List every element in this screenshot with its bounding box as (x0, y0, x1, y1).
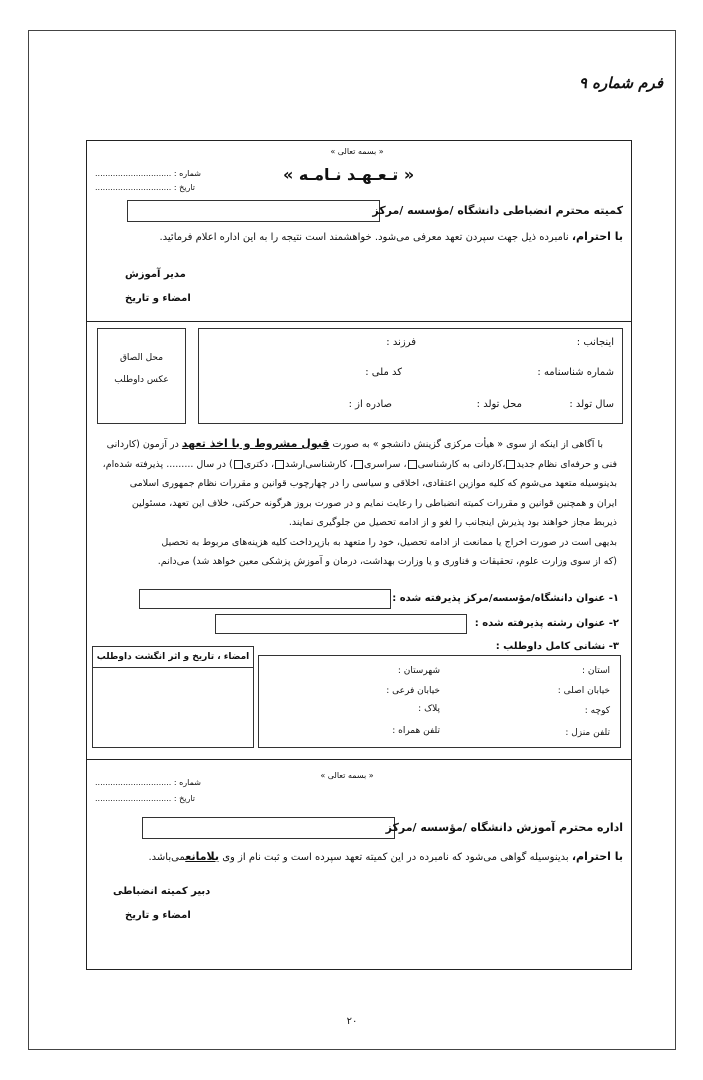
para-line-5: ذیربط مجاز خواهند بود پذیرش اینجانب را لغو و از ادامه تحصیل من جلوگیری نمایند. (288, 517, 617, 528)
para-text: ، دکتری (243, 458, 275, 470)
signer-sign: امضاء و تاریخ (125, 293, 191, 304)
signer-title: مدیر آموزش (125, 269, 186, 280)
accepted-major-field[interactable] (215, 614, 467, 634)
birth-place-label: محل تولد : (476, 399, 522, 410)
checkbox-national[interactable] (354, 460, 363, 469)
birth-year-label: سال تولد : (569, 399, 614, 410)
document-title: « تـعـهـد نـامـه » (283, 165, 415, 184)
checkbox-associate-to-bachelor[interactable] (408, 460, 417, 469)
checkbox-phd[interactable] (234, 460, 243, 469)
applicant-label: اینجانب : (576, 337, 614, 348)
applicant-info-box (198, 328, 623, 424)
university-name-field[interactable] (127, 200, 380, 222)
main-street-label: خیابان اصلی : (557, 686, 610, 696)
para-text: ، کارشناسی‌ارشد (285, 458, 353, 470)
mobile-label: تلفن همراه : (392, 726, 440, 736)
commitment-paragraph (101, 434, 617, 572)
para-text: در آزمون (کاردانی (106, 439, 179, 450)
sub-street-label: خیابان فرعی : (386, 686, 440, 696)
photo-label-1: محل الصاق (119, 353, 164, 363)
divider-2 (87, 759, 631, 760)
para-text: ، سراسری (364, 458, 407, 470)
para-line-7: (که از سوی وزارت علوم، تحقیقات و فناوری و یا وزارت بهداشت، درمان و آموزش پزشکی معین خواهد شد) می‌دانم. (157, 556, 617, 567)
para-line-3: بدینوسیله متعهد می‌شوم که کلیه موازین اعتقادی، اخلاقی و سیاسی را در چهارچوب قوانین و مقررات نظام جمهوری اسلامی (129, 478, 617, 489)
id-number-label: شماره شناسنامه : (537, 367, 614, 378)
addressee-line: کمیته محترم انضباطی دانشگاه /مؤسسه /مرکز (372, 204, 623, 217)
plaque-label: پلاک : (418, 704, 440, 714)
para-line-2 (101, 455, 617, 475)
conditional-acceptance-text: قبول مشروط و با اخذ تعهد (181, 437, 330, 450)
alley-label: کوچه : (584, 706, 610, 716)
checkbox-new-system[interactable] (506, 460, 515, 469)
para-line-4: ایران و همچنین قوانین و مقررات کمیته انضباطی را رعایت نمایم و در صورت بروز هرگونه حرکتی، خلاف این تعهد، مسئولین (131, 497, 617, 509)
page-number: ۲۰ (346, 1016, 358, 1027)
greeting-line (93, 230, 623, 243)
signature-box-label: امضاء ، تاریخ و اثر انگشت داوطلب (93, 647, 253, 668)
para-line-6: بدیهی است در صورت اخراج یا ممانعت از ادامه تحصیل، خود را متعهد به بازپرداخت کلیه هزینه‌های مربوط به تحصیل (161, 536, 617, 548)
greeting-bold: با احترام، (571, 230, 623, 243)
checkbox-masters[interactable] (275, 460, 284, 469)
divider-1 (87, 321, 631, 322)
issued-from-label: صادره از : (348, 399, 392, 410)
photo-label-2: عکس داوطلب (114, 375, 169, 385)
home-phone-label: تلفن منزل : (565, 728, 610, 738)
address-box (258, 655, 621, 748)
para-text: فنی و حرفه‌ای نظام جدید (516, 458, 617, 470)
date-label-bottom: تاریخ : .............................. (95, 794, 195, 803)
province-label: استان : (581, 666, 610, 676)
city-label: شهرستان : (397, 666, 440, 676)
form-box (86, 140, 632, 970)
number-label: شماره : .............................. (95, 169, 201, 178)
question-3: ۳- نشانی کامل داوطلب : (495, 641, 619, 652)
education-office-field[interactable] (142, 817, 395, 839)
certification-bold: با احترام، (571, 850, 623, 863)
para-text: ،کاردانی به کارشناسی (417, 458, 506, 470)
form-number-label: فرم شماره ۹ (578, 74, 663, 92)
addressee-line-bottom: اداره محترم آموزش دانشگاه /مؤسسه /مرکز (385, 821, 623, 834)
basmala-top: « بسمه تعالی » (330, 147, 384, 156)
certification-text-end: می‌باشد. (148, 852, 186, 863)
certification-text: بدینوسیله گواهی می‌شود که نامبرده در این کمیته تعهد سپرده است و ثبت نام از وی (222, 852, 569, 863)
question-1: ۱- عنوان دانشگاه/مؤسسه/مرکز پذیرفته شده : (392, 593, 619, 604)
certification-line (93, 850, 623, 863)
committee-secretary-title: دبیر کمیته انضباطی (113, 886, 211, 897)
signature-box[interactable] (92, 646, 254, 748)
date-label: تاریخ : .............................. (95, 183, 195, 192)
question-2: ۲- عنوان رشته پذیرفته شده : (474, 618, 619, 629)
greeting-text: نامبرده ذیل جهت سپردن تعهد معرفی می‌شود. خواهشمند است نتیجه را به این اداره اعلام فرمائید. (159, 232, 569, 243)
para-text: با آگاهی از اینکه از سوی « هیأت مرکزی گزینش دانشجو » به صورت (332, 439, 603, 450)
no-objection-text: بلامانع (185, 850, 220, 863)
para-text: ) در سال ......... پذیرفته شده‌ام، (102, 458, 233, 470)
national-code-label: کد ملی : (365, 367, 402, 378)
basmala-bottom: « بسمه تعالی » (320, 771, 374, 780)
committee-secretary-sign: امضاء و تاریخ (125, 910, 191, 921)
para-line-1 (101, 434, 617, 455)
child-of-label: فرزند : (386, 337, 416, 348)
photo-box (97, 328, 186, 424)
accepted-university-field[interactable] (139, 589, 391, 609)
number-label-bottom: شماره : .............................. (95, 778, 201, 787)
